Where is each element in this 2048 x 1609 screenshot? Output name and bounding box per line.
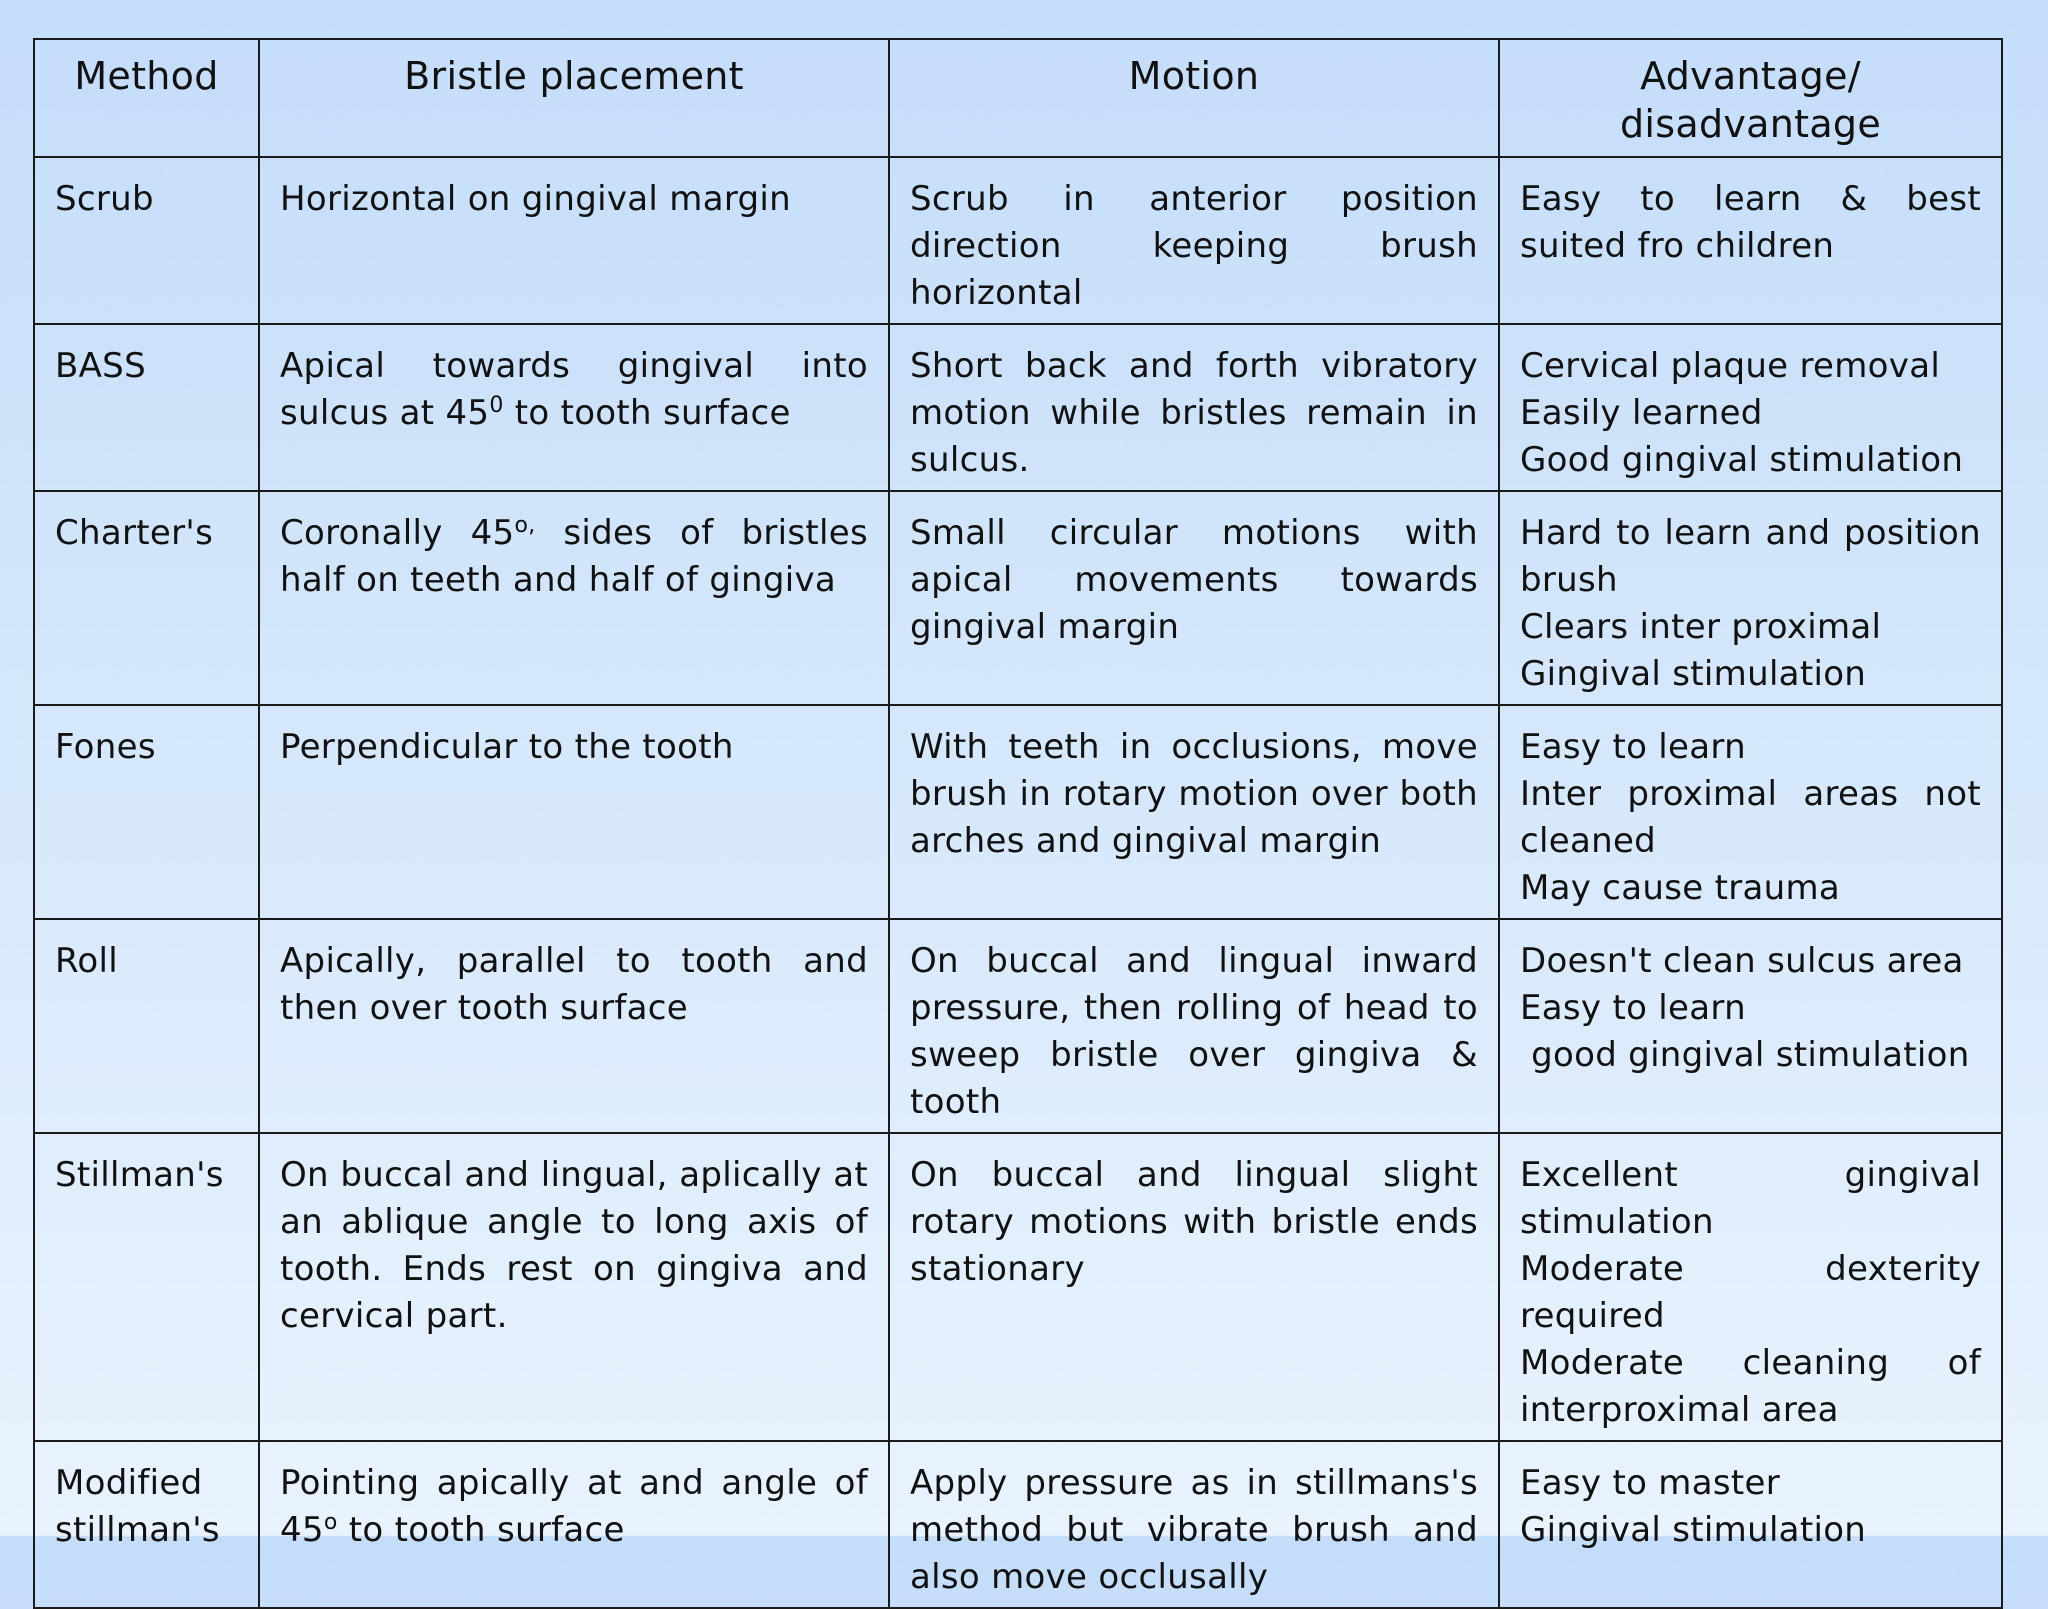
bristle-text: Pointing apically at and angle of 45 (280, 1463, 868, 1550)
cell-bristle (259, 324, 889, 491)
bristle-text: sides of bristles half on teeth and half of gingiva (280, 513, 868, 600)
table-row (34, 157, 2002, 324)
advantage-item: Easy to learn (1520, 727, 1746, 767)
header-motion: Motion (889, 39, 1499, 157)
header-advantage (1499, 39, 2002, 157)
table-row (34, 491, 2002, 705)
advantage-item: Good gingival stimulation (1520, 440, 1964, 480)
cell-motion: With teeth in occlusions, move brush in rotary motion over both arches and gingival margin (889, 705, 1499, 919)
degree-mark: 0 (489, 393, 504, 418)
degree-mark: o (323, 1510, 338, 1535)
table-row (34, 705, 2002, 919)
cell-method: BASS (34, 324, 259, 491)
advantage-item: Moderate dexterity required (1520, 1249, 1981, 1336)
cell-bristle: Horizontal on gingival margin (259, 157, 889, 324)
bristle-text: to tooth surface (337, 1510, 625, 1550)
cell-advantage (1499, 1441, 2002, 1608)
advantage-item: Moderate cleaning of interproximal area (1520, 1343, 1981, 1430)
advantage-item: Cervical plaque removal (1520, 346, 1941, 386)
advantage-item: Inter proximal areas not cleaned (1520, 774, 1981, 861)
cell-advantage (1499, 919, 2002, 1133)
cell-motion: Scrub in anterior position direction keeping brush horizontal (889, 157, 1499, 324)
advantage-item: Easy to learn & best suited fro children (1520, 179, 1981, 266)
cell-advantage (1499, 157, 2002, 324)
bristle-text: Coronally 45 (280, 513, 515, 553)
cell-method: Stillman's (34, 1133, 259, 1441)
cell-method: Scrub (34, 157, 259, 324)
cell-motion: Small circular motions with apical movements towards gingival margin (889, 491, 1499, 705)
cell-motion: On buccal and lingual inward pressure, then rolling of head to sweep bristle over gingiva & tooth (889, 919, 1499, 1133)
cell-bristle (259, 1441, 889, 1608)
table-row (34, 1441, 2002, 1608)
cell-bristle: Perpendicular to the tooth (259, 705, 889, 919)
bristle-text: to tooth surface (503, 393, 791, 433)
header-advantage-text: Advantage/ disadvantage (1619, 54, 1882, 146)
cell-method: Fones (34, 705, 259, 919)
advantage-item: Gingival stimulation (1520, 654, 1867, 694)
cell-advantage (1499, 705, 2002, 919)
cell-method: Charter's (34, 491, 259, 705)
cell-motion: Apply pressure as in stillmans's method but vibrate brush and also move occlusally (889, 1441, 1499, 1608)
cell-motion: On buccal and lingual slight rotary motions with bristle ends stationary (889, 1133, 1499, 1441)
advantage-item: Excellent gingival stimulation (1520, 1155, 1981, 1242)
cell-advantage (1499, 491, 2002, 705)
cell-motion: Short back and forth vibratory motion while bristles remain in sulcus. (889, 324, 1499, 491)
bristle-text: Apical towards gingival into sulcus at 45 (280, 346, 868, 433)
cell-method: Modified stillman's (34, 1441, 259, 1608)
toothbrushing-methods-table (33, 38, 2003, 1609)
table-row (34, 1133, 2002, 1441)
cell-bristle (259, 491, 889, 705)
cell-bristle: Apically, parallel to tooth and then over tooth surface (259, 919, 889, 1133)
header-method: Method (34, 39, 259, 157)
advantage-item: Gingival stimulation (1520, 1510, 1867, 1550)
degree-mark: o, (514, 513, 536, 538)
header-bristle-placement: Bristle placement (259, 39, 889, 157)
header-row (34, 39, 2002, 157)
advantage-item: good gingival stimulation (1520, 1035, 1970, 1075)
cell-advantage (1499, 1133, 2002, 1441)
advantage-item: Doesn't clean sulcus area (1520, 941, 1964, 981)
advantage-item: Hard to learn and position brush (1520, 513, 1981, 600)
table-row (34, 919, 2002, 1133)
cell-advantage (1499, 324, 2002, 491)
table-row (34, 324, 2002, 491)
cell-bristle: On buccal and lingual, aplically at an ablique angle to long axis of tooth. Ends rest on gingiva and cervical part. (259, 1133, 889, 1441)
advantage-item: May cause trauma (1520, 868, 1841, 908)
advantage-item: Easily learned (1520, 393, 1763, 433)
advantage-item: Easy to learn (1520, 988, 1746, 1028)
cell-method: Roll (34, 919, 259, 1133)
advantage-item: Easy to master (1520, 1463, 1780, 1503)
advantage-item: Clears inter proximal (1520, 607, 1882, 647)
